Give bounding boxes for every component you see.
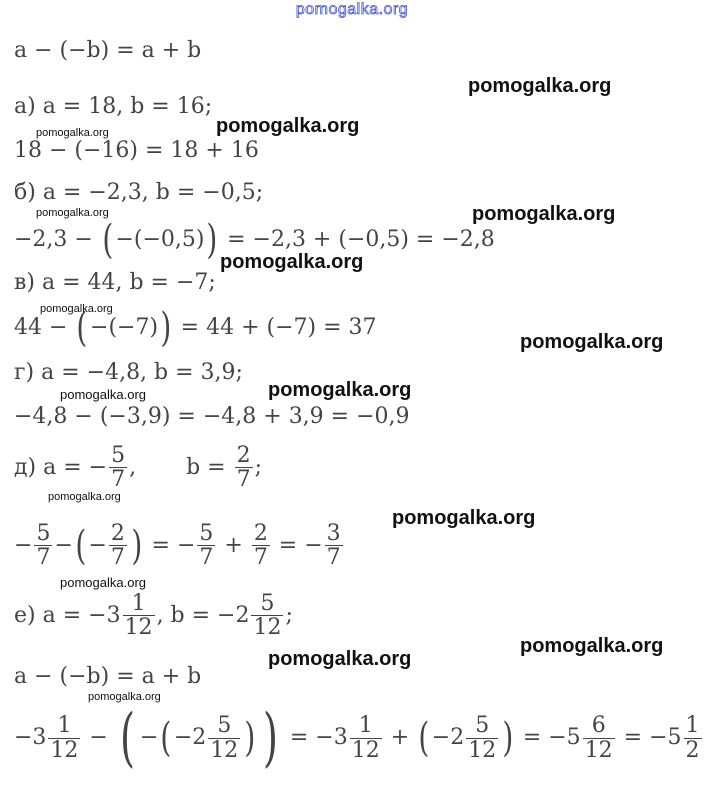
watermark: pomogalka.org — [468, 75, 612, 97]
watermark-small: pomogalka.org — [40, 303, 113, 315]
equals: = − — [271, 532, 323, 558]
watermark: pomogalka.org — [220, 251, 364, 273]
paren-close: ) — [160, 305, 172, 351]
denominator: 7 — [236, 467, 251, 493]
part-d-expression — [14, 522, 345, 569]
fraction — [583, 714, 615, 761]
numerator: 1 — [131, 591, 146, 616]
rule-text: a − (−b) = a + b — [14, 38, 202, 63]
part-v-expr-start: 44 − — [14, 315, 75, 340]
fraction — [109, 522, 127, 569]
part-b-condition-text: б) a = −2,3, b = −0,5; — [14, 180, 264, 205]
paren-close: ) — [244, 715, 256, 761]
part-b-expr-inner: −(−0,5) — [115, 227, 205, 252]
watermark: pomogalka.org — [216, 115, 360, 137]
part-b-expr-start: −2,3 − — [14, 227, 100, 252]
watermark: pomogalka.org — [392, 507, 536, 529]
part-a-condition-text: а) a = 18, b = 16; — [14, 94, 213, 119]
fraction — [34, 522, 52, 569]
watermark-small: pomogalka.org — [36, 127, 109, 139]
fraction — [466, 714, 498, 761]
denominator: 7 — [36, 545, 51, 571]
part-d-label: д) a = − — [14, 454, 108, 480]
part-a-condition — [14, 96, 212, 118]
numerator: 5 — [36, 521, 51, 546]
denominator: 7 — [253, 545, 268, 571]
part-e-end: ; — [285, 602, 293, 628]
fraction — [252, 522, 270, 569]
watermark: pomogalka.org — [268, 648, 412, 670]
part-d-sep: , — [129, 454, 137, 480]
expr-seg: = −5 — [515, 725, 581, 750]
part-b-expr-end: = −2,3 + (−0,5) = −2,8 — [220, 227, 495, 252]
rule-line — [14, 40, 201, 62]
watermark-small: pomogalka.org — [60, 575, 146, 590]
numerator: 1 — [57, 713, 72, 739]
fraction — [251, 592, 283, 639]
fraction — [325, 522, 343, 569]
expr-seg: + — [383, 725, 417, 750]
fraction — [684, 714, 702, 761]
expr-seg: −2 — [431, 725, 465, 750]
paren-open: ( — [119, 701, 135, 775]
expr-seg: −2 — [173, 725, 207, 750]
watermark-small: pomogalka.org — [60, 387, 146, 402]
paren-close: ) — [131, 522, 143, 569]
part-d-condition — [14, 444, 262, 491]
part-e-condition — [14, 592, 293, 639]
numerator: 5 — [217, 713, 232, 739]
part-g-condition — [14, 362, 243, 384]
fraction — [208, 714, 240, 761]
watermark: pomogalka.org — [520, 635, 664, 657]
watermark-top: pomogalka.org — [295, 1, 409, 18]
denominator: 12 — [584, 737, 613, 763]
part-g-expression-text: −4,8 − (−3,9) = −4,8 + 3,9 = −0,9 — [14, 404, 410, 429]
paren-close: ) — [502, 715, 514, 761]
denominator: 7 — [110, 545, 125, 571]
denominator: 7 — [111, 467, 126, 493]
paren-open: ( — [102, 217, 114, 263]
expr-seg: = −5 — [616, 725, 682, 750]
watermark: pomogalka.org — [520, 331, 664, 353]
part-b-condition — [14, 182, 263, 204]
paren-open: ( — [75, 522, 87, 569]
minus: − — [54, 532, 73, 558]
part-g-expression — [14, 406, 410, 428]
denominator: 12 — [50, 737, 79, 763]
paren-close: ) — [262, 701, 278, 775]
numerator: 5 — [260, 591, 275, 616]
fraction — [197, 522, 215, 569]
denominator: 12 — [468, 737, 497, 763]
numerator: 1 — [685, 713, 700, 739]
minus: − — [14, 532, 33, 558]
denominator: 7 — [199, 545, 214, 571]
part-v-expression — [14, 305, 377, 351]
part-e-mid: , b = −2 — [156, 602, 250, 628]
watermark-small: pomogalka.org — [36, 207, 109, 219]
denominator: 12 — [210, 737, 239, 763]
part-v-condition-text: в) a = 44, b = −7; — [14, 270, 216, 295]
paren-open: ( — [76, 305, 88, 351]
watermark-small: pomogalka.org — [88, 691, 161, 703]
numerator: 1 — [358, 713, 373, 739]
minus: − — [88, 532, 107, 558]
expr-seg: − — [139, 725, 159, 750]
numerator: 5 — [475, 713, 490, 739]
numerator: 5 — [111, 443, 126, 468]
expr-seg: −3 — [14, 725, 47, 750]
numerator: 2 — [253, 521, 268, 546]
watermark: pomogalka.org — [472, 203, 616, 225]
equals: = − — [144, 532, 196, 558]
part-v-expr-inner: −(−7) — [90, 315, 159, 340]
part-a-expression — [14, 140, 259, 162]
paren-open: ( — [160, 715, 172, 761]
fraction — [123, 592, 155, 639]
part-d-b-label: b = — [186, 454, 233, 480]
denominator: 12 — [253, 615, 282, 641]
numerator: 6 — [591, 713, 606, 739]
part-e-label: е) a = −3 — [14, 602, 121, 628]
part-v-expr-end: = 44 + (−7) = 37 — [173, 315, 377, 340]
denominator: 12 — [351, 737, 380, 763]
denominator: 7 — [326, 545, 341, 571]
part-a-expression-text: 18 − (−16) = 18 + 16 — [14, 138, 259, 163]
paren-open: ( — [418, 715, 430, 761]
watermark-small: pomogalka.org — [48, 491, 121, 503]
fraction — [350, 714, 382, 761]
part-v-condition — [14, 272, 216, 294]
numerator: 3 — [326, 521, 341, 546]
numerator: 2 — [110, 521, 125, 546]
watermark: pomogalka.org — [268, 379, 412, 401]
expr-seg: = −3 — [282, 725, 348, 750]
part-g-condition-text: г) a = −4,8, b = 3,9; — [14, 360, 243, 385]
fraction — [48, 714, 80, 761]
denominator: 12 — [124, 615, 153, 641]
part-d-end: ; — [254, 454, 263, 480]
part-e-expression — [14, 701, 704, 775]
numerator: 5 — [199, 521, 214, 546]
fraction — [109, 444, 127, 491]
expr-seg: − — [82, 725, 115, 750]
part-e-rule-text: a − (−b) = a + b — [14, 664, 202, 689]
part-e-rule — [14, 666, 201, 688]
denominator: 2 — [685, 737, 700, 763]
paren-close: ) — [206, 217, 218, 263]
plus: + — [217, 532, 250, 558]
numerator: 2 — [236, 443, 251, 468]
fraction — [235, 444, 253, 491]
